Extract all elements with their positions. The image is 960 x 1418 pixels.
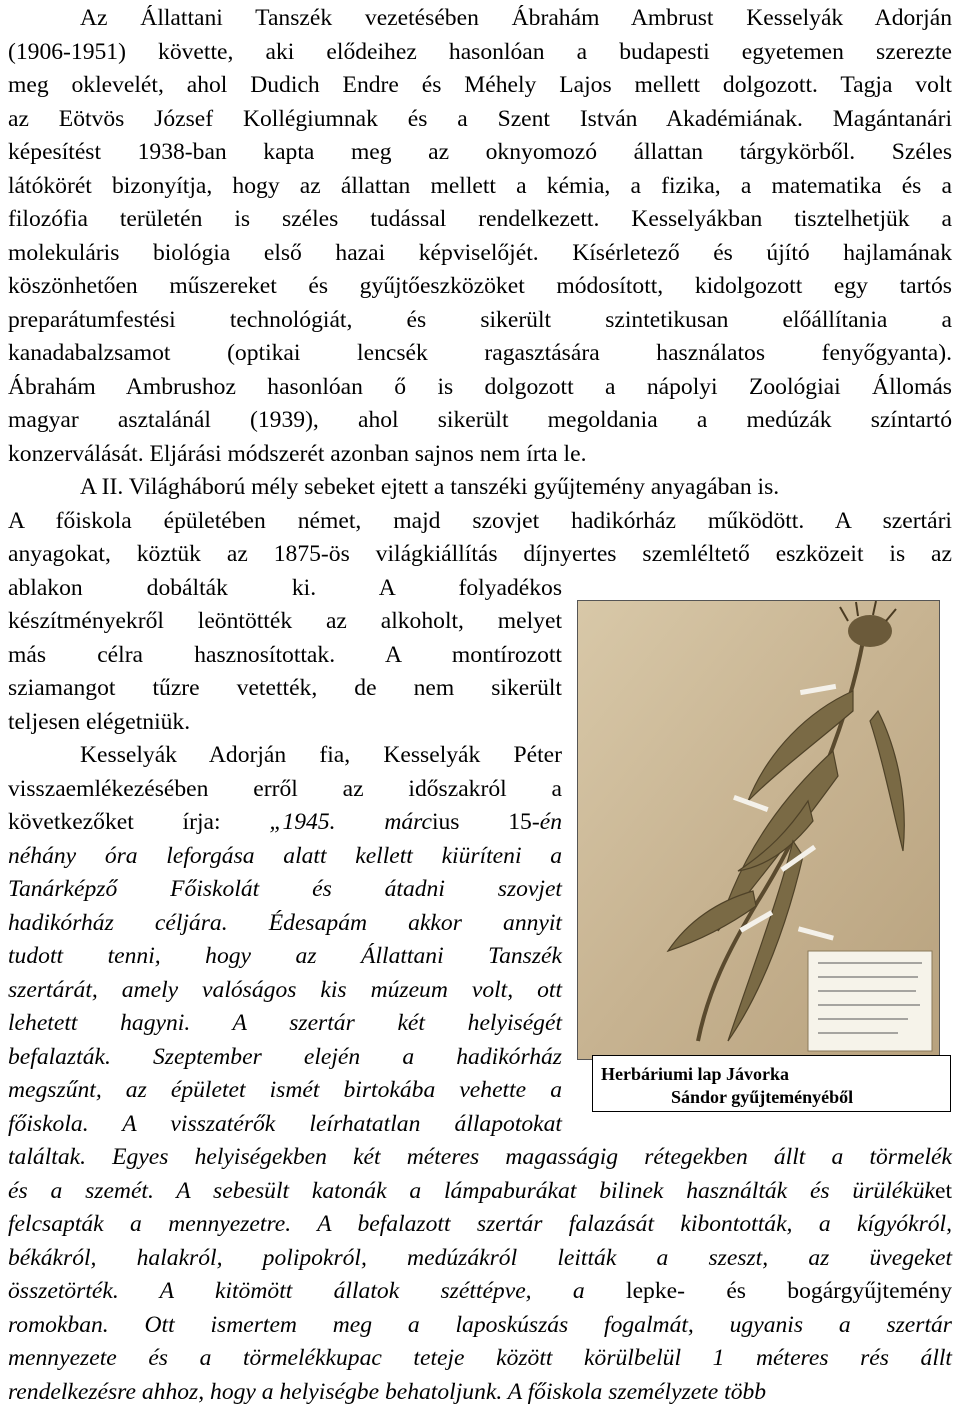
text-line [8, 404, 952, 438]
text-line [8, 974, 562, 1008]
text-line [8, 1309, 952, 1343]
herbarium-figure [577, 600, 954, 1116]
text-segment: Ábrahám Ambrushoz hasonlóan ő is dolgozott a nápolyi Zoológiai Állomás [8, 373, 952, 400]
text-segment: romokban. Ott ismertem meg a laposkúszás fogalmát, ugyanis a szertár [8, 1311, 952, 1338]
text-line [8, 1342, 952, 1376]
text-segment: ius 15- [431, 809, 540, 835]
text-line [8, 2, 952, 36]
pressed-plant-image [578, 601, 939, 1059]
text-line [8, 1242, 952, 1276]
text-line [8, 1007, 562, 1041]
text-line [8, 471, 952, 505]
text-line [8, 203, 952, 237]
text-segment: molekuláris biológia első hazai képviselőjét. Kísérletező és újító hajlamának [8, 239, 952, 266]
text-segment: kanadabalzsamot (optikai lencsék ragasztására használatos fenyőgyanta). [8, 340, 952, 366]
text-segment: meg oklevelét, ahol Dudich Endre és Méhely Lajos mellett dolgozott. Tagja volt [8, 72, 952, 98]
text-segment: felcsapták a mennyezetre. A befalazott szertár falazását kibontották, a kígyókról, [8, 1211, 952, 1237]
text-segment: készítményekről leöntötték az alkoholt, melyet [8, 608, 562, 634]
text-line [8, 36, 952, 70]
text-line [8, 136, 952, 170]
text-segment: főiskola. A visszatérők leírhatatlan állapotokat [8, 1110, 562, 1137]
text-segment: anyagokat, köztük az 1875-ös világkiállítás díjnyertes szemléltető eszközeit is az [8, 541, 952, 567]
text-segment: konzerválását. Eljárási módszerét azonban sajnos nem írta le. [8, 440, 587, 467]
text-segment: látókörét bizonyítja, hogy az állattan mellett a kémia, a fizika, a matematika és a [8, 172, 952, 199]
text-segment: visszaemlékezésében erről az időszakról a [8, 775, 562, 802]
text-segment: Kesselyák Adorján fia, Kesselyák Péter [80, 742, 562, 768]
text-line [8, 69, 952, 103]
text-line [8, 840, 562, 874]
text-line [8, 304, 952, 338]
text-line [8, 1074, 562, 1108]
text-segment: összetörték. A kitömött állatok széttépve, a [8, 1278, 627, 1304]
text-line [8, 773, 562, 807]
text-line [8, 739, 562, 773]
text-segment: én [539, 809, 562, 835]
text-line [8, 940, 562, 974]
text-line [8, 337, 952, 371]
text-segment: találtak. Egyes helyiségekben két méteres magasságig rétegekben állt a törmelék [8, 1144, 952, 1170]
text-segment: A főiskola épületében német, majd szovjet hadikórház működött. A szertári [8, 507, 952, 534]
text-line [8, 1175, 952, 1209]
text-segment: et [934, 1177, 952, 1204]
text-line [8, 572, 562, 606]
text-segment: tudott tenni, hogy az Állattani Tanszék [8, 943, 562, 969]
text-line [8, 237, 952, 271]
text-segment: lepke- és bogárgyűjtemény [626, 1278, 952, 1304]
text-line [8, 706, 562, 740]
text-segment: következőket írja: [8, 809, 270, 835]
text-segment: hadikórház céljára. Édesapám akkor annyit [8, 909, 562, 936]
text-line [8, 438, 952, 472]
text-line [8, 270, 952, 304]
text-line [8, 505, 952, 539]
text-line [8, 1208, 952, 1242]
text-line [8, 1108, 562, 1142]
text-line [8, 806, 562, 840]
text-line [8, 907, 562, 941]
text-line [8, 605, 562, 639]
text-segment: teljesen elégetniük. [8, 708, 191, 735]
text-segment: Tanárképző Főiskolát és átadni szovjet [8, 876, 562, 902]
caption-line-2: Sándor gyűjteményéből [671, 1087, 854, 1107]
text-line [8, 170, 952, 204]
text-segment: köszönhetően műszereket és gyűjtőeszközöket módosított, kidolgozott egy tartós [8, 273, 952, 299]
text-segment: képesítést 1938-ban kapta meg az oknyomozó állattan tárgykörből. Széles [8, 139, 952, 165]
text-line [8, 1141, 952, 1175]
text-line [8, 639, 562, 673]
text-line [8, 873, 562, 907]
text-segment: megszűnt, az épületet ismét birtokába vehette a [8, 1077, 562, 1103]
text-segment: rendelkezésre ahhoz, hogy a helyiségbe behatoljunk. A főiskola személyzete több [8, 1378, 767, 1405]
text-segment: sziamangot tűzre vetették, de nem sikerült [8, 675, 562, 701]
figure-caption [592, 1055, 951, 1112]
text-segment: Az Állattani Tanszék vezetésében Ábrahám Ambrust Kesselyák Adorján [80, 5, 952, 31]
text-segment: néhány óra leforgása alatt kellett kiüríteni a [8, 842, 562, 869]
text-line [8, 371, 952, 405]
text-segment: békákról, halakról, polipokról, medúzákról leitták a szeszt, az üvegeket [8, 1244, 952, 1271]
text-segment: más célra hasznosítottak. A montírozott [8, 641, 562, 668]
text-segment: filozófia területén is széles tudással rendelkezett. Kesselyákban tisztelhetjük a [8, 206, 952, 232]
text-segment: „1945. márc [269, 809, 432, 835]
text-segment: ablakon dobálták ki. A folyadékos [8, 574, 562, 601]
herbarium-sheet-photo [577, 600, 940, 1060]
text-segment: befalazták. Szeptember elején a hadikórház [8, 1043, 562, 1070]
text-segment: A II. Világháború mély sebeket ejtett a tanszéki gyűjtemény anyagában is. [80, 474, 780, 500]
text-segment: lehetett hagyni. A szertár két helyiségét [8, 1010, 562, 1036]
text-segment: preparátumfestési technológiát, és sikerült szintetikusan előállítania a [8, 306, 952, 333]
text-segment: (1906-1951) követte, aki elődeihez hasonlóan a budapesti egyetemen szerezte [8, 38, 952, 65]
caption-line-1: Herbáriumi lap Jávorka [601, 1064, 789, 1084]
text-line [8, 103, 952, 137]
text-line [8, 1275, 952, 1309]
text-segment: magyar asztalánál (1939), ahol sikerült megoldania a medúzák színtartó [8, 407, 952, 433]
text-segment: az Eötvös József Kollégiumnak és a Szent István Akadémiának. Magántanári [8, 105, 952, 132]
text-line [8, 1376, 952, 1410]
text-segment: és a szemét. A sebesült katonák a lámpaburákat bilinek használták és ürülékük [8, 1177, 935, 1204]
text-line [8, 672, 562, 706]
text-line [8, 1041, 562, 1075]
text-line [8, 538, 952, 572]
text-segment: szertárát, amely valóságos kis múzeum volt, ott [8, 976, 562, 1003]
text-segment: mennyezete és a törmelékkupac teteje között körülbelül 1 méteres rés állt [8, 1345, 952, 1371]
